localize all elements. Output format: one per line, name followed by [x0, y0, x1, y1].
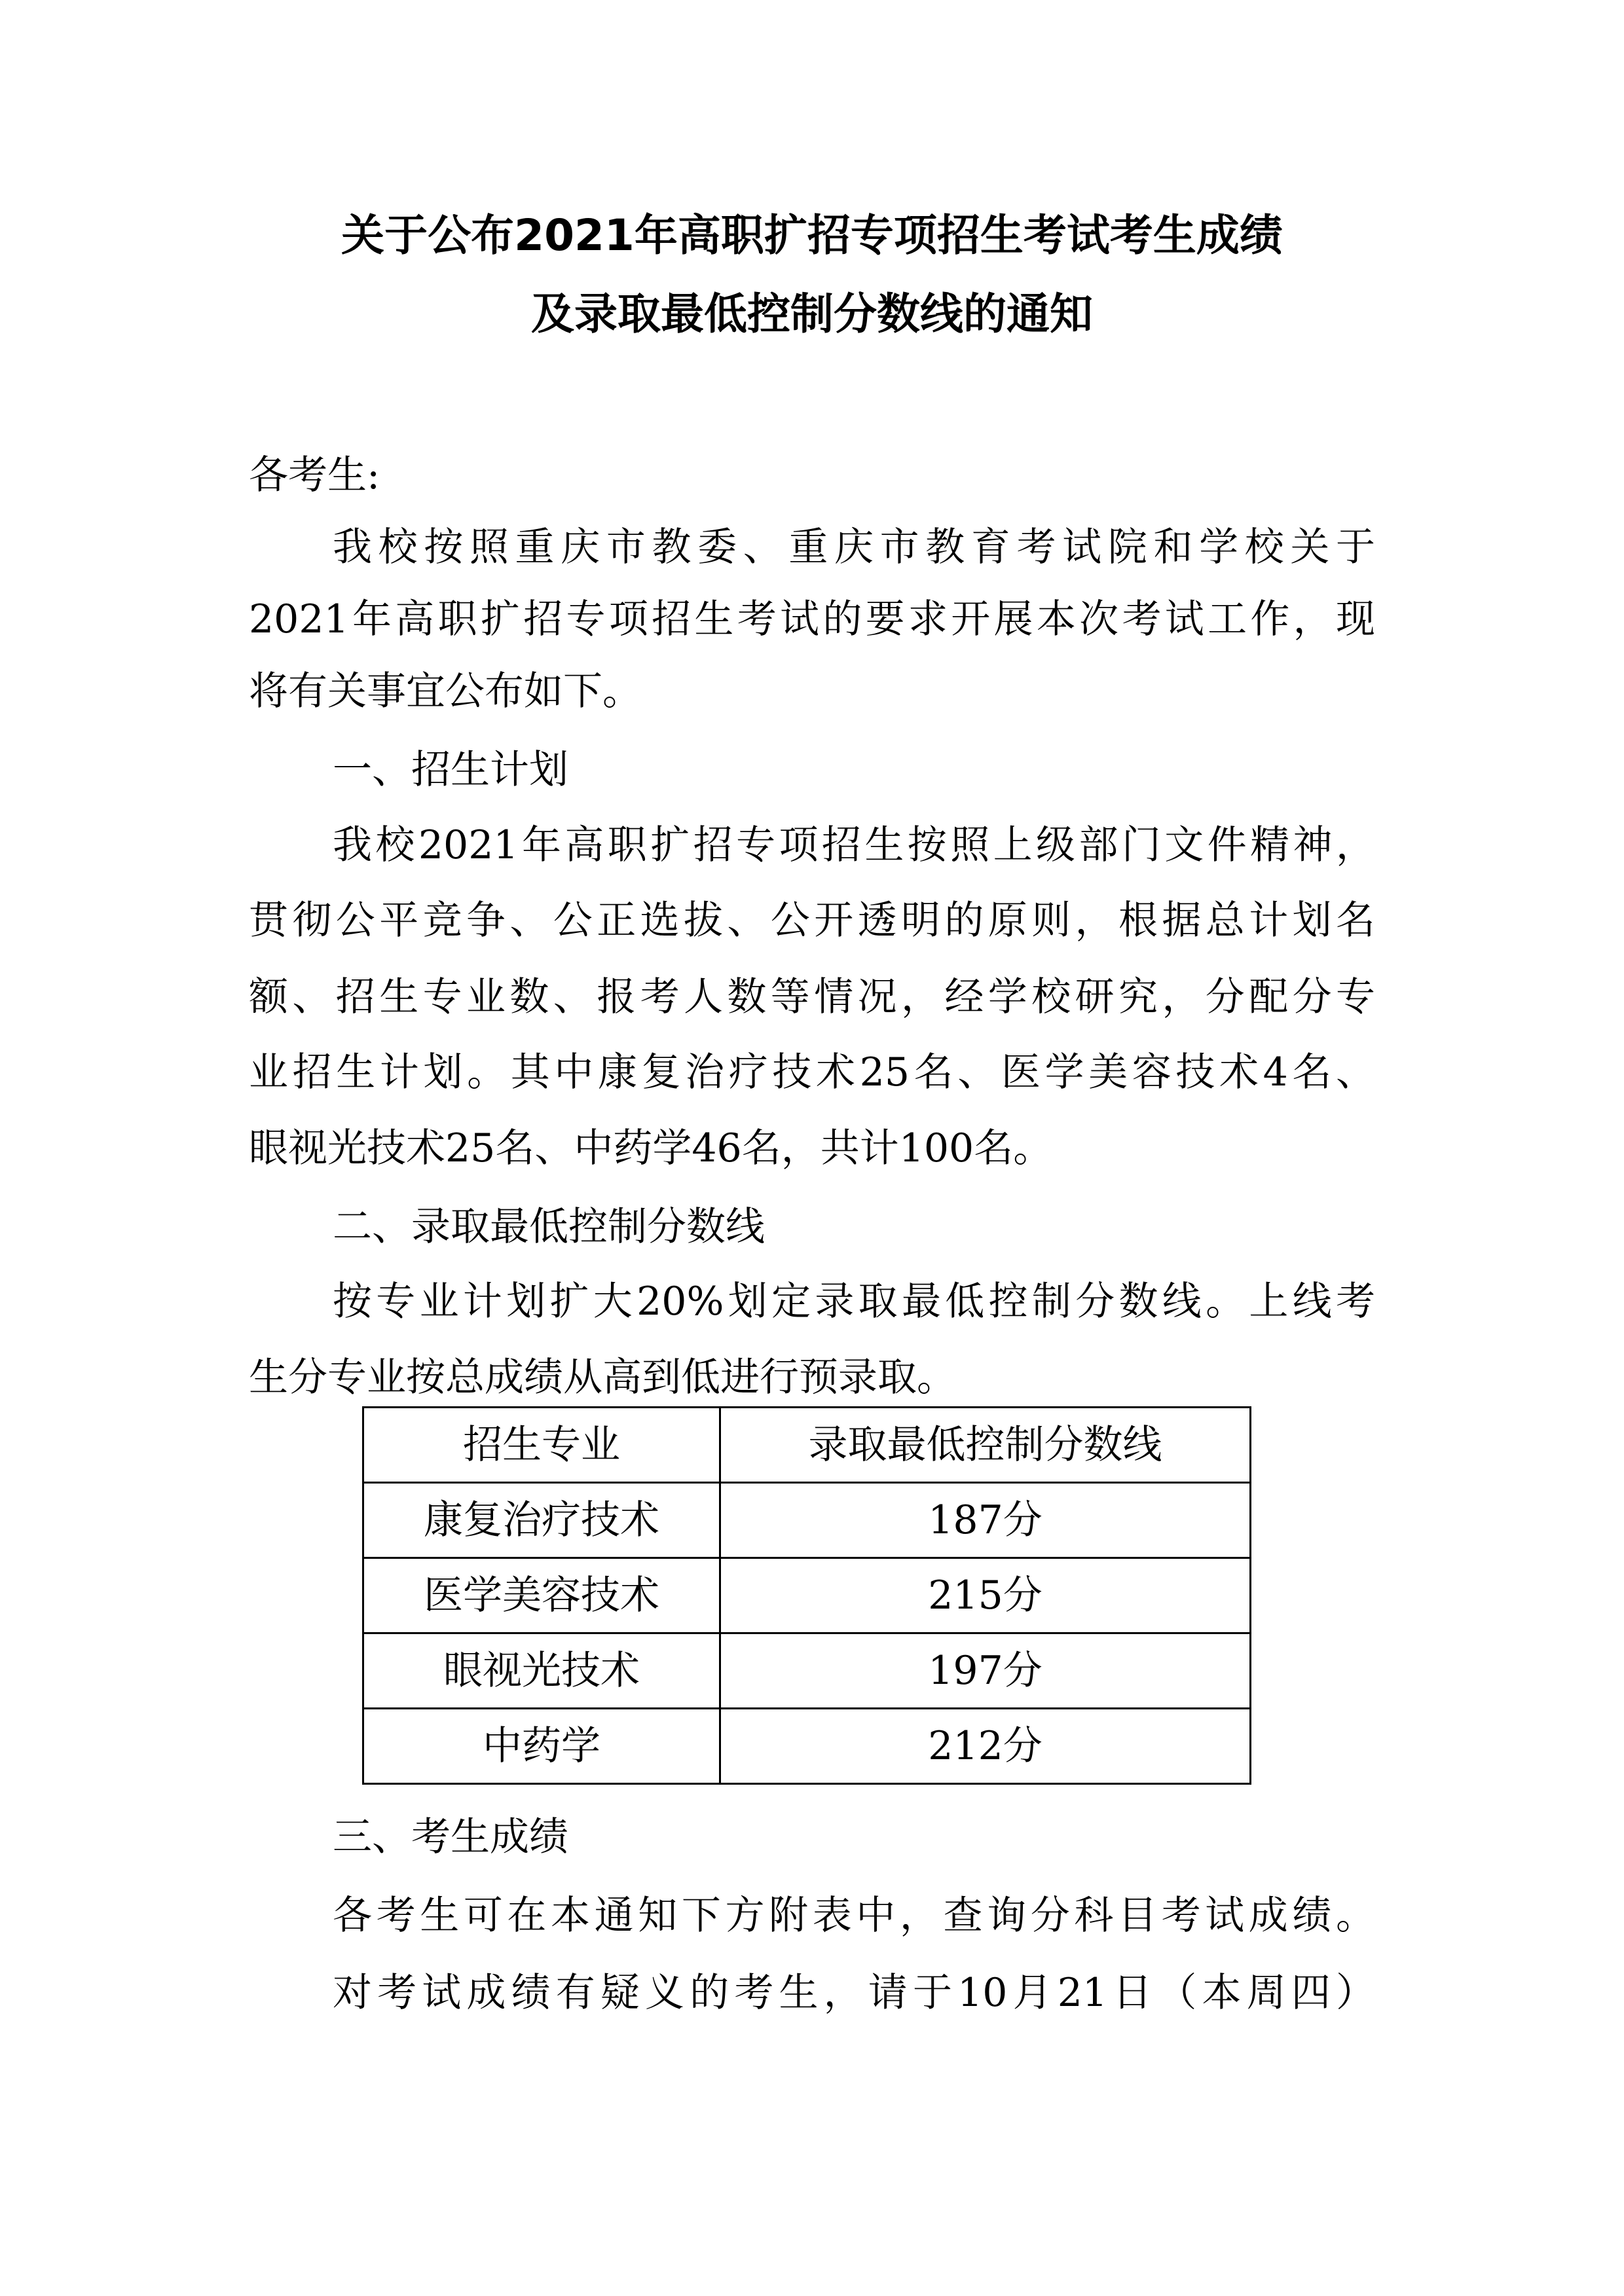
table-cell-major: 眼视光技术	[363, 1633, 720, 1709]
section2-heading: 二、录取最低控制分数线	[333, 1204, 765, 1250]
section1-heading: 一、招生计划	[333, 747, 568, 793]
table-cell-major: 中药学	[363, 1709, 720, 1784]
admission-score-table	[362, 1406, 1251, 1785]
section1-line-4: 业招生计划。其中康复治疗技术25名、医学美容技术4名、	[249, 1049, 1375, 1095]
section1-line-2: 贯彻公平竞争、公正选拔、公开透明的原则，根据总计划名	[249, 898, 1375, 943]
intro-line-2: 2021年高职扩招专项招生考试的要求开展本次考试工作，现	[249, 596, 1375, 642]
table-header-major: 招生专业	[363, 1408, 720, 1483]
table-cell-major: 康复治疗技术	[363, 1483, 720, 1558]
table-row	[363, 1483, 1251, 1558]
table-cell-score: 187分	[720, 1483, 1251, 1558]
table-row	[363, 1558, 1251, 1633]
section3-line-1: 各考生可在本通知下方附表中，查询分科目考试成绩。	[333, 1893, 1375, 1939]
intro-line-1: 我校按照重庆市教委、重庆市教育考试院和学校关于	[333, 524, 1375, 570]
table-row	[363, 1633, 1251, 1709]
table-cell-score: 212分	[720, 1709, 1251, 1784]
page-title-line-1: 关于公布2021年高职扩招专项招生考试考生成绩	[341, 210, 1283, 261]
section2-line-2: 生分专业按总成绩从高到低进行预录取。	[249, 1355, 956, 1400]
section3-heading: 三、考生成绩	[333, 1814, 568, 1860]
table-header-row	[363, 1408, 1251, 1483]
section1-line-5: 眼视光技术25名、中药学46名，共计100名。	[249, 1125, 1053, 1171]
section1-line-3: 额、招生专业数、报考人数等情况，经学校研究，分配分专	[249, 974, 1375, 1020]
section2-line-1: 按专业计划扩大20%划定录取最低控制分数线。上线考	[333, 1279, 1375, 1324]
table-cell-major: 医学美容技术	[363, 1558, 720, 1633]
table-cell-score: 197分	[720, 1633, 1251, 1709]
table-row	[363, 1709, 1251, 1784]
salutation: 各考生:	[249, 452, 380, 498]
intro-line-3: 将有关事宜公布如下。	[249, 668, 642, 714]
table-header-score: 录取最低控制分数线	[720, 1408, 1251, 1483]
page-title-line-2: 及录取最低控制分数线的通知	[531, 289, 1093, 339]
section3-line-2: 对考试成绩有疑义的考生，请于10月21日（本周四）	[333, 1970, 1375, 2016]
section1-line-1: 我校2021年高职扩招专项招生按照上级部门文件精神，	[333, 822, 1375, 868]
table-cell-score: 215分	[720, 1558, 1251, 1633]
